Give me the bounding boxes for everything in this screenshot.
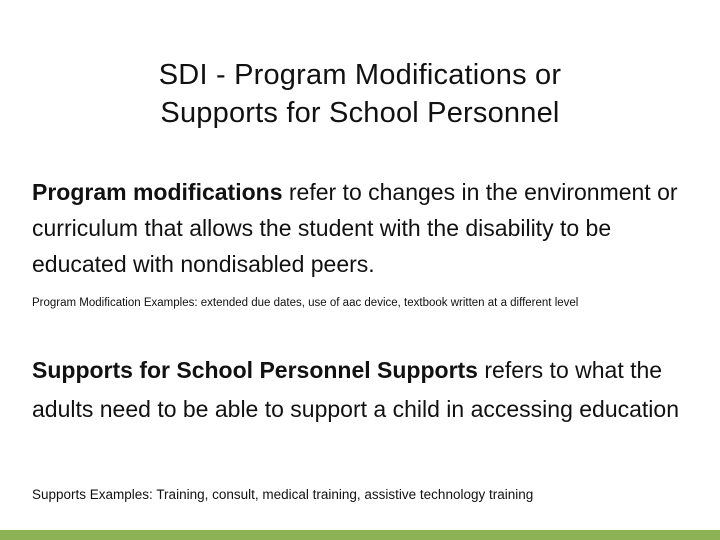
program-modifications-paragraph (32, 174, 682, 282)
title-line-2: Supports for School Personnel (160, 97, 560, 129)
supports-paragraph (32, 351, 682, 429)
supports-term: Supports for School Personnel Supports (32, 357, 478, 383)
accent-bottom-bar (0, 530, 720, 540)
supports-examples: Supports Examples: Training, consult, medical training, assistive technology training (32, 487, 534, 502)
title-line-1: SDI - Program Modifications or (158, 59, 562, 91)
supports-definition: refers to what the adults need to be able to support a child in accessing education (32, 357, 679, 422)
program-modifications-term: Program modifications (32, 179, 283, 205)
program-modification-examples: Program Modification Examples: extended due dates, use of aac device, textbook written at a different level (32, 297, 579, 309)
slide-title (70, 56, 650, 132)
program-modifications-definition: refer to changes in the environment or curriculum that allows the student with the disability to be educated with nondisabled peers. (32, 179, 678, 277)
